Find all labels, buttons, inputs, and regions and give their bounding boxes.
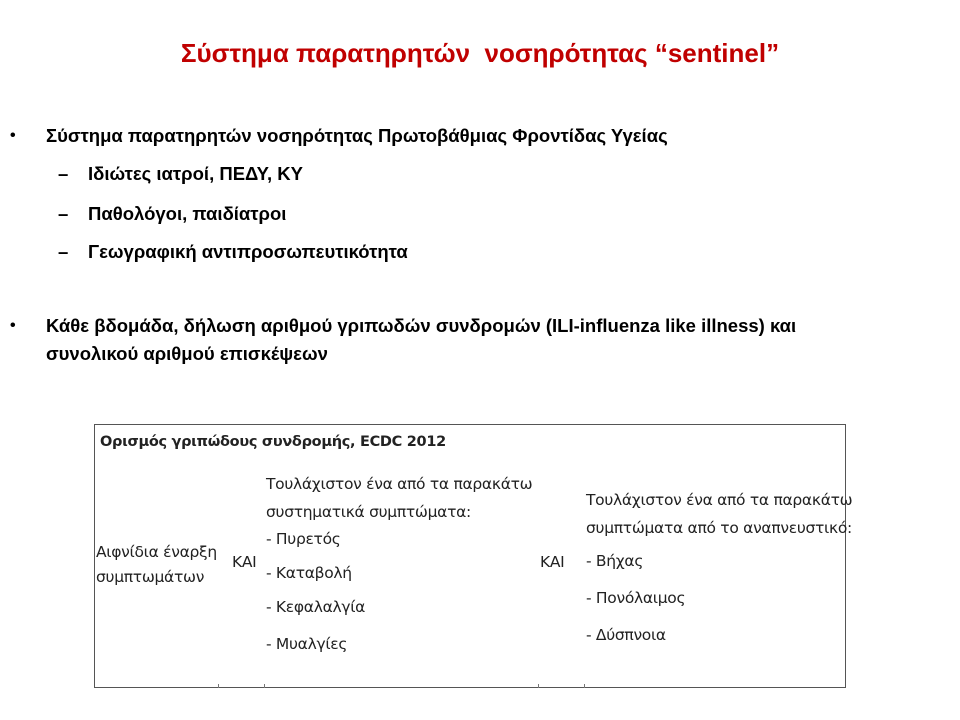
sub-bullet-dash: – xyxy=(58,163,69,184)
sub-bullet-text: Ιδιώτες ιατροί, ΠΕΔΥ, ΚΥ xyxy=(88,163,303,184)
definition-line: - Βήχας xyxy=(586,552,644,570)
definition-line: Τουλάχιστον ένα από τα παρακάτω xyxy=(266,475,533,493)
definition-line: - Πυρετός xyxy=(266,530,341,548)
definition-line: - Δύσπνοια xyxy=(586,626,666,644)
slide-title: Σύστημα παρατηρητών νοσηρότητας “sentinel” xyxy=(180,38,780,68)
table-column-divider xyxy=(264,684,265,688)
sub-bullet-item xyxy=(58,200,286,228)
and-label: ΚΑΙ xyxy=(540,553,565,571)
sub-bullet-dash: – xyxy=(58,203,69,224)
definition-line: συστηματικά συμπτώματα: xyxy=(266,503,471,521)
sub-bullet-item xyxy=(58,238,408,266)
sub-bullet-item xyxy=(58,160,303,188)
definition-column-onset xyxy=(96,540,217,590)
and-label: ΚΑΙ xyxy=(232,553,257,571)
bullet-item xyxy=(10,122,890,150)
bullet-item xyxy=(10,312,890,368)
bullet-text: Κάθε βδομάδα, δήλωση αριθμού γριπωδών συνδρομών (ILI-influenza like illness) και συνολικού αριθμού επισκέψεων xyxy=(46,315,797,364)
table-column-divider xyxy=(218,684,219,688)
definition-line: Αιφνίδια έναρξη xyxy=(96,543,217,561)
sub-bullet-text: Παθολόγοι, παιδίατροι xyxy=(88,203,287,224)
definition-line: συμπτώματα από το αναπνευστικό: xyxy=(586,519,852,537)
bullet-dot: • xyxy=(10,317,16,334)
definition-line: - Πονόλαιμος xyxy=(586,589,686,607)
definition-table-header: Ορισμός γριπώδους συνδρομής, ECDC 2012 xyxy=(100,434,446,450)
table-column-divider xyxy=(584,684,585,688)
definition-line: - Κεφαλαλγία xyxy=(266,598,366,616)
table-column-divider xyxy=(538,684,539,688)
definition-line: - Καταβολή xyxy=(266,564,352,582)
definition-line: Τουλάχιστον ένα από τα παρακάτω xyxy=(586,491,853,509)
definition-column-respiratory xyxy=(586,486,852,654)
sub-bullet-text: Γεωγραφική αντιπροσωπευτικότητα xyxy=(88,241,408,262)
sub-bullet-dash: – xyxy=(58,241,69,262)
definition-line: - Μυαλγίες xyxy=(266,635,348,653)
bullet-dot: • xyxy=(10,127,16,144)
bullet-text: Σύστημα παρατηρητών νοσηρότητας Πρωτοβάθμιας Φροντίδας Υγείας xyxy=(46,125,668,146)
definition-line: συμπτωμάτων xyxy=(96,568,205,586)
definition-column-systemic xyxy=(266,470,532,666)
